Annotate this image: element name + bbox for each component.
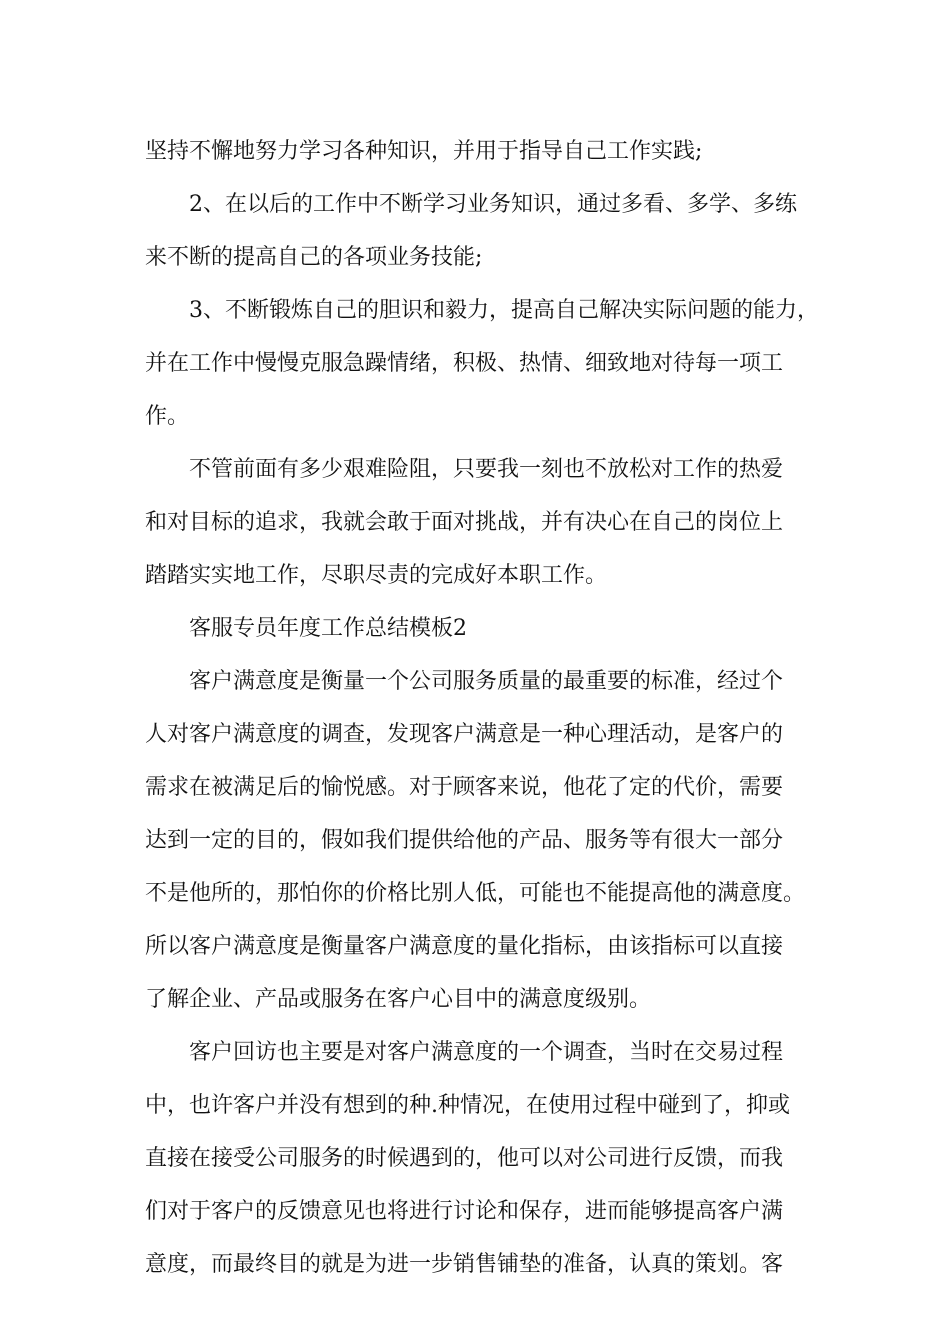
- text-line: 作。: [145, 404, 190, 429]
- text-line: 不管前面有多少艰难险阻，只要我一刻也不放松对工作的热爱: [189, 457, 784, 482]
- text-line: 所以客户满意度是衡量客户满意度的量化指标，由该指标可以直接: [145, 934, 784, 959]
- text-line: 客户满意度是衡量一个公司服务质量的最重要的标准，经过个: [189, 669, 784, 694]
- section-heading: 客服专员年度工作总结模板2: [189, 616, 467, 641]
- text-line: 踏踏实实地工作，尽职尽责的完成好本职工作。: [145, 563, 608, 588]
- text-line: 3、不断锻炼自己的胆识和毅力，提高自己解决实际问题的能力，: [189, 298, 819, 323]
- text-line: 2、在以后的工作中不断学习业务知识，通过多看、多学、多练: [189, 192, 797, 217]
- text-line: 来不断的提高自己的各项业务技能;: [145, 245, 483, 270]
- text-line: 不是他所的，那怕你的价格比别人低，可能也不能提高他的满意度。: [145, 881, 806, 906]
- text-line: 并在工作中慢慢克服急躁情绪，积极、热情、细致地对待每一项工: [145, 351, 784, 376]
- text-line: 了解企业、产品或服务在客户心目中的满意度级别。: [145, 987, 652, 1012]
- document-body: [145, 125, 819, 1291]
- text-line: 直接在接受公司服务的时候遇到的，他可以对公司进行反馈，而我: [145, 1146, 784, 1171]
- text-line: 人对客户满意度的调查，发现客户满意是一种心理活动，是客户的: [145, 722, 784, 747]
- text-line: 坚持不懈地努力学习各种知识，并用于指导自己工作实践;: [145, 139, 703, 164]
- text-line: 达到一定的目的，假如我们提供给他的产品、服务等有很大一部分: [145, 828, 784, 853]
- text-line: 意度，而最终目的就是为进一步销售铺垫的准备，认真的策划。客: [145, 1252, 784, 1277]
- text-line: 中，也许客户并没有想到的种.种情况，在使用过程中碰到了，抑或: [145, 1093, 790, 1118]
- text-line: 客户回访也主要是对客户满意度的一个调查，当时在交易过程: [189, 1040, 784, 1065]
- text-line: 需求在被满足后的愉悦感。对于顾客来说，他花了定的代价，需要: [145, 775, 784, 800]
- text-line: 们对于客户的反馈意见也将进行讨论和保存，进而能够提高客户满: [145, 1199, 784, 1224]
- text-line: 和对目标的追求，我就会敢于面对挑战，并有决心在自己的岗位上: [145, 510, 784, 535]
